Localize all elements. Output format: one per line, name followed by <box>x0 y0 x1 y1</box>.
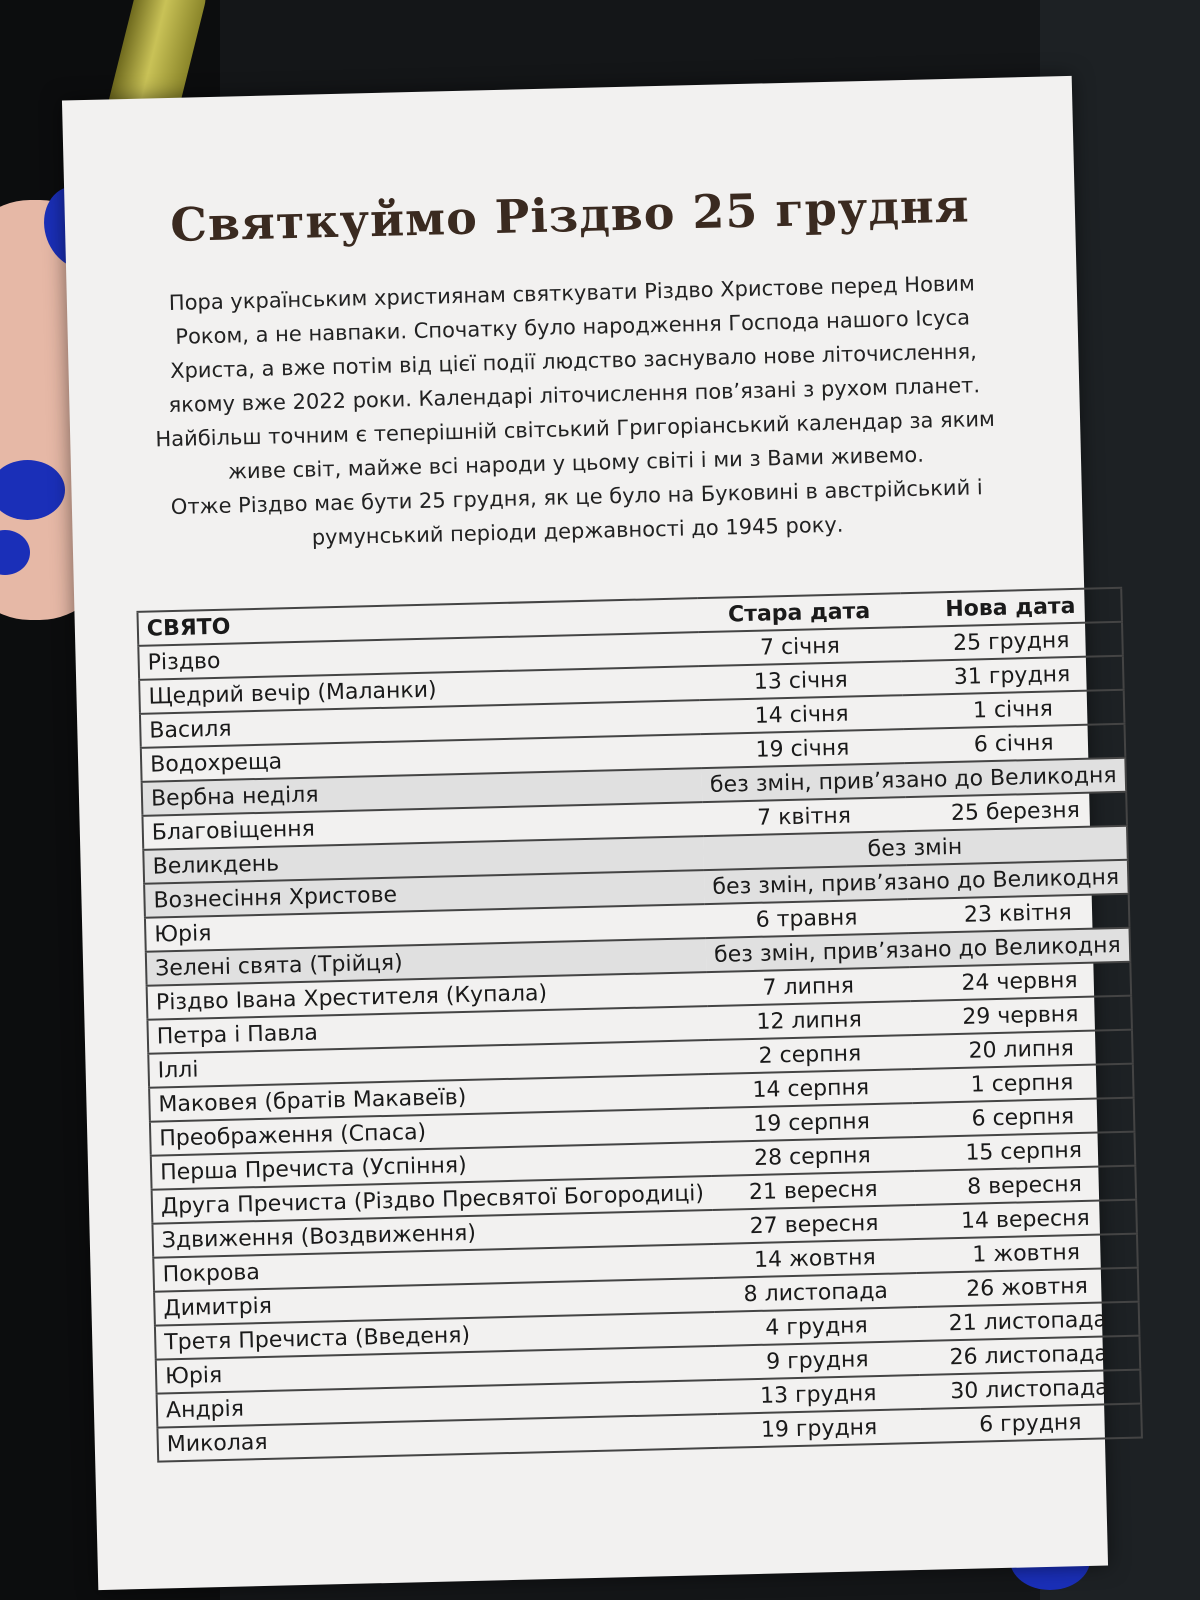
header-new-date: Нова дата <box>900 588 1122 627</box>
new-date: 23 квітня <box>907 894 1129 933</box>
old-date: 27 вересня <box>712 1205 915 1244</box>
holiday-name: Вознесіння Христове <box>144 870 705 918</box>
new-date: 1 січня <box>902 690 1124 729</box>
new-date: 6 січня <box>903 724 1125 763</box>
intro-paragraph: Пора українським християнам святкувати Різдво Христове перед Новим Роком, а не навпаки. Спочатку було народження Господа нашого Ісуса Христа, а вже потім від цієї події людство заснувало нове літочислення, якому вже 2022 роки. Календарі літочислення пов’язані з рухом планет. Найбільш точним є теперішній світський Григоріанський календар за яким живе світ, майже всі народи у цьому світі і ми з Вами живемо. <box>155 271 996 484</box>
old-date: 8 листопада <box>714 1273 917 1312</box>
holiday-name: Маковея (братів Макавеїв) <box>149 1074 710 1122</box>
holiday-name: Зелені свята (Трійця) <box>146 938 707 986</box>
holiday-name: Петра і Павла <box>147 1006 708 1054</box>
holiday-name: Перша Пречиста (Успіння) <box>151 1142 712 1190</box>
new-date: 25 грудня <box>901 622 1123 661</box>
leaflet-title: Святкуймо Різдво 25 грудня <box>169 178 971 252</box>
holiday-name: Миколая <box>157 1414 718 1462</box>
old-date: 6 травня <box>705 899 908 938</box>
holiday-name: Третя Пречиста (Введеня) <box>155 1312 716 1360</box>
new-date: 30 листопада <box>919 1370 1141 1409</box>
old-date: 13 грудня <box>717 1375 920 1414</box>
new-date: 26 листопада <box>918 1336 1140 1375</box>
holiday-name: Вербна неділя <box>142 768 703 816</box>
old-date: 7 квітня <box>702 797 905 836</box>
holiday-name: Здвиження (Воздвиження) <box>152 1210 713 1258</box>
intro-text <box>147 266 1003 559</box>
date-unchanged-note: без змін, прив’язано до Великодня <box>702 758 1126 802</box>
holiday-name: Юрія <box>145 904 706 952</box>
holiday-name: Василя <box>140 700 701 748</box>
holiday-name: Андрія <box>157 1380 718 1428</box>
old-date: 12 липня <box>707 1001 910 1040</box>
new-date: 1 жовтня <box>916 1234 1138 1273</box>
new-date: 8 вересня <box>914 1166 1136 1205</box>
new-date: 20 липня <box>911 1030 1133 1069</box>
old-date: 19 серпня <box>710 1103 913 1142</box>
new-date: 6 грудня <box>920 1404 1142 1443</box>
new-date: 6 серпня <box>912 1098 1134 1137</box>
date-unchanged-note: без змін, прив’язано до Великодня <box>704 860 1128 904</box>
holiday-table <box>136 587 1142 1463</box>
new-date: 31 грудня <box>902 656 1124 695</box>
old-date: 4 грудня <box>715 1307 918 1346</box>
old-date: 28 серпня <box>711 1137 914 1176</box>
old-date: 19 січня <box>701 729 904 768</box>
header-holiday: СВЯТО <box>137 598 698 646</box>
holiday-name: Димитрія <box>154 1278 715 1326</box>
holiday-name: Іллі <box>148 1040 709 1088</box>
date-unchanged-note: без змін <box>703 826 1127 870</box>
new-date: 1 серпня <box>912 1064 1134 1103</box>
old-date: 14 жовтня <box>713 1239 916 1278</box>
new-date: 26 жовтня <box>917 1268 1139 1307</box>
date-unchanged-note: без змін, прив’язано до Великодня <box>706 928 1130 972</box>
holiday-name: Різдво <box>138 632 699 680</box>
new-date: 25 березня <box>905 792 1127 831</box>
new-date: 24 червня <box>909 962 1131 1001</box>
holiday-name: Покрова <box>153 1244 714 1292</box>
holiday-name: Друга Пречиста (Різдво Пресвятої Богородиці) <box>152 1176 713 1224</box>
holiday-name: Різдво Івана Хрестителя (Купала) <box>147 972 708 1020</box>
leaflet <box>62 76 1121 1590</box>
old-date: 21 вересня <box>712 1171 915 1210</box>
old-date: 9 грудня <box>716 1341 919 1380</box>
new-date: 21 листопада <box>917 1302 1139 1341</box>
holiday-name: Юрія <box>156 1346 717 1394</box>
holiday-name: Щедрий вечір (Маланки) <box>139 666 700 714</box>
holiday-name: Великдень <box>143 836 704 884</box>
holiday-name: Благовіщення <box>142 802 703 850</box>
new-date: 14 вересня <box>915 1200 1137 1239</box>
old-date: 7 січня <box>698 627 901 666</box>
old-date: 7 липня <box>707 967 910 1006</box>
new-date: 15 серпня <box>913 1132 1135 1171</box>
holiday-name: Преображення (Спаса) <box>150 1108 711 1156</box>
old-date: 13 січня <box>699 661 902 700</box>
old-date: 14 серпня <box>709 1069 912 1108</box>
intro-paragraph: Отже Різдво має бути 25 грудня, як це було на Буковині в австрійський і румунський періоди державності до 1945 року. <box>170 475 983 550</box>
header-old-date: Стара дата <box>697 593 900 632</box>
new-date: 29 червня <box>910 996 1132 1035</box>
old-date: 14 січня <box>700 695 903 734</box>
old-date: 2 серпня <box>708 1035 911 1074</box>
holiday-name: Водохреща <box>141 734 702 782</box>
old-date: 19 грудня <box>717 1409 920 1448</box>
